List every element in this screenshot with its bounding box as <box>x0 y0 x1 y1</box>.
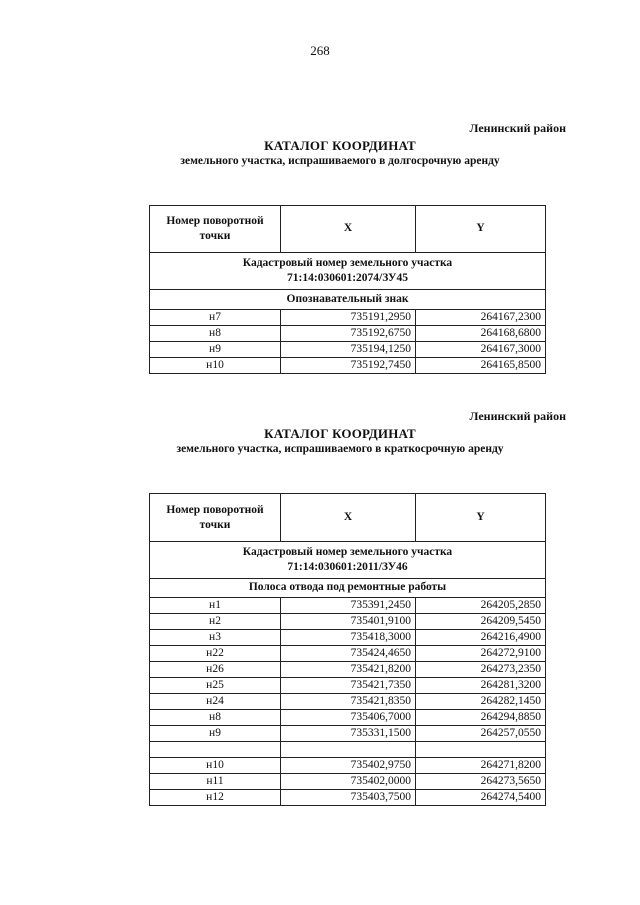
section-label: Опознавательный знак <box>150 290 546 310</box>
cadastral-label: Кадастровый номер земельного участка <box>242 546 453 558</box>
y-cell: 264271,8200 <box>416 758 546 774</box>
x-cell: 735421,8350 <box>281 694 416 710</box>
y-cell: 264165,8500 <box>416 358 546 374</box>
coordinates-table <box>149 493 546 806</box>
table-row <box>150 710 546 726</box>
point-cell: н8 <box>150 710 281 726</box>
point-cell: н1 <box>150 598 281 614</box>
point-cell: н25 <box>150 678 281 694</box>
x-cell: 735421,7350 <box>281 678 416 694</box>
point-cell: н11 <box>150 774 281 790</box>
point-cell: н12 <box>150 790 281 806</box>
y-cell: 264168,6800 <box>416 326 546 342</box>
x-cell: 735421,8200 <box>281 662 416 678</box>
x-cell: 735191,2950 <box>281 310 416 326</box>
y-cell: 264274,5400 <box>416 790 546 806</box>
table-row-empty <box>150 742 546 758</box>
x-cell: 735401,9100 <box>281 614 416 630</box>
cadastral-cell <box>150 253 546 290</box>
point-cell: н8 <box>150 326 281 342</box>
header-point: Номер поворотной точки <box>150 494 281 542</box>
x-cell: 735424,4650 <box>281 646 416 662</box>
page-number: 268 <box>310 43 330 58</box>
y-cell: 264205,2850 <box>416 598 546 614</box>
table-row <box>150 598 546 614</box>
point-cell <box>150 742 281 758</box>
x-cell: 735406,7000 <box>281 710 416 726</box>
y-cell: 264216,4900 <box>416 630 546 646</box>
x-cell: 735192,6750 <box>281 326 416 342</box>
y-cell: 264294,8850 <box>416 710 546 726</box>
table-row <box>150 630 546 646</box>
catalog-title: КАТАЛОГ КООРДИНАТ <box>264 138 416 153</box>
table-row <box>150 358 546 374</box>
x-cell: 735402,9750 <box>281 758 416 774</box>
header-point: Номер поворотной точки <box>150 206 281 253</box>
table-row <box>150 694 546 710</box>
cadastral-number: 71:14:030601:2074/ЗУ45 <box>287 272 408 284</box>
table-row <box>150 310 546 326</box>
header-x: X <box>281 494 416 542</box>
table-row <box>150 678 546 694</box>
table-row <box>150 726 546 742</box>
x-cell: 735194,1250 <box>281 342 416 358</box>
coordinates-table <box>149 205 546 374</box>
y-cell: 264167,2300 <box>416 310 546 326</box>
point-cell: н9 <box>150 726 281 742</box>
table-row <box>150 790 546 806</box>
header-x: X <box>281 206 416 253</box>
table-row <box>150 614 546 630</box>
x-cell: 735391,2450 <box>281 598 416 614</box>
x-cell: 735402,0000 <box>281 774 416 790</box>
x-cell: 735418,3000 <box>281 630 416 646</box>
table-row <box>150 758 546 774</box>
x-cell: 735331,1500 <box>281 726 416 742</box>
x-cell: 735403,7500 <box>281 790 416 806</box>
point-cell: н10 <box>150 758 281 774</box>
y-cell: 264257,0550 <box>416 726 546 742</box>
x-cell: 735192,7450 <box>281 358 416 374</box>
district-label: Ленинский район <box>469 409 566 423</box>
point-cell: н10 <box>150 358 281 374</box>
point-cell: н24 <box>150 694 281 710</box>
catalog-subtitle: земельного участка, испрашиваемого в краткосрочную аренду <box>176 443 504 455</box>
table-row <box>150 662 546 678</box>
header-y: Y <box>416 206 546 253</box>
point-cell: н3 <box>150 630 281 646</box>
point-cell: н2 <box>150 614 281 630</box>
x-cell <box>281 742 416 758</box>
y-cell: 264273,5650 <box>416 774 546 790</box>
point-cell: н9 <box>150 342 281 358</box>
y-cell: 264272,9100 <box>416 646 546 662</box>
section-label: Полоса отвода под ремонтные работы <box>150 579 546 598</box>
cadastral-label: Кадастровый номер земельного участка <box>242 257 453 269</box>
y-cell <box>416 742 546 758</box>
table-row <box>150 342 546 358</box>
y-cell: 264282,1450 <box>416 694 546 710</box>
catalog-subtitle: земельного участка, испрашиваемого в долгосрочную аренду <box>180 155 500 167</box>
table-row <box>150 326 546 342</box>
cadastral-number: 71:14:030601:2011/ЗУ46 <box>287 561 408 573</box>
cadastral-cell <box>150 542 546 579</box>
catalog-title: КАТАЛОГ КООРДИНАТ <box>264 426 416 441</box>
point-cell: н7 <box>150 310 281 326</box>
y-cell: 264209,5450 <box>416 614 546 630</box>
point-cell: н26 <box>150 662 281 678</box>
district-label: Ленинский район <box>469 121 566 135</box>
point-cell: н22 <box>150 646 281 662</box>
y-cell: 264281,3200 <box>416 678 546 694</box>
y-cell: 264167,3000 <box>416 342 546 358</box>
y-cell: 264273,2350 <box>416 662 546 678</box>
table-row <box>150 774 546 790</box>
header-y: Y <box>416 494 546 542</box>
table-row <box>150 646 546 662</box>
